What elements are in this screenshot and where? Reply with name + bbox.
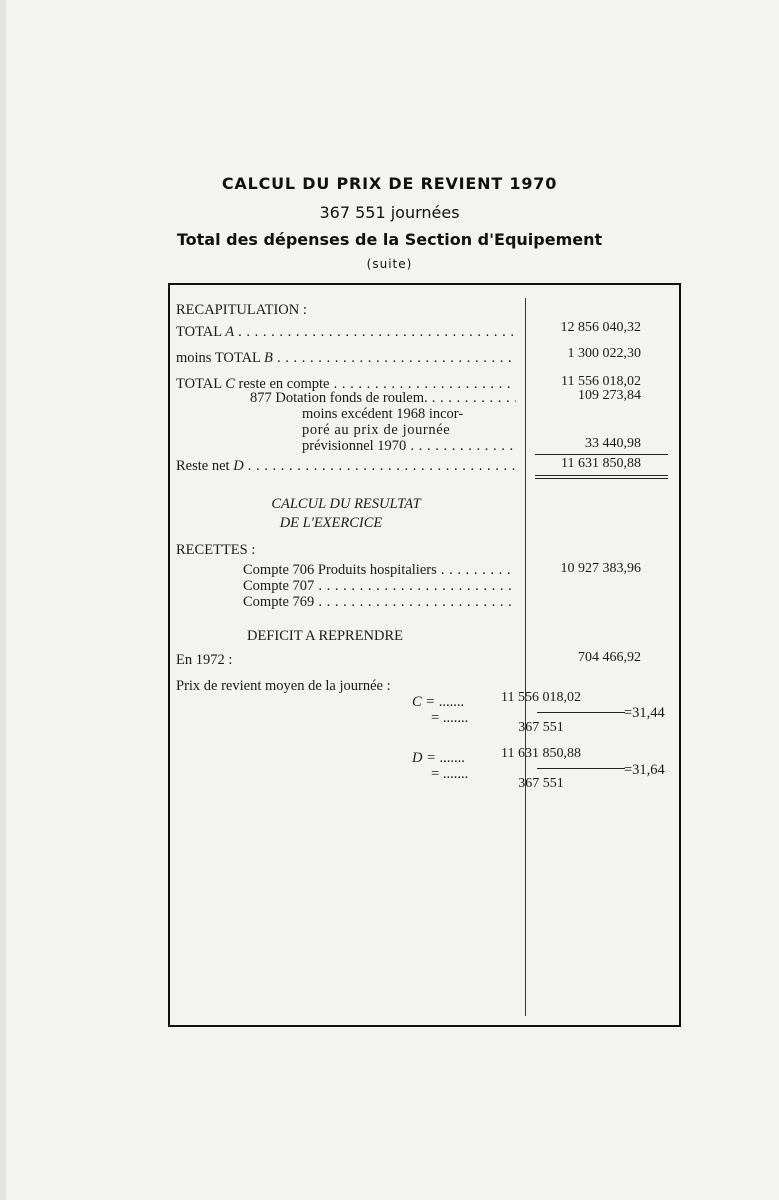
compte-707-label: Compte 707 . . . [243, 578, 516, 594]
d-denominator: 367 551 [518, 776, 564, 791]
c-fraction-bar [537, 712, 625, 713]
recettes-label: RECETTES : [176, 542, 256, 558]
total-a-label: TOTAL A . . . [176, 324, 516, 340]
compte-706-label: Compte 706 Produits hospitaliers . . . [243, 562, 516, 578]
c-denominator: 367 551 [518, 720, 564, 735]
prix-revient-label: Prix de revient moyen de la journée : [176, 678, 391, 694]
total-c-amount: 11 556 018,02 [561, 374, 641, 389]
en-1972-label: En 1972 : [176, 652, 233, 668]
dotation-label: 877 Dotation fonds de roulem. . . . [250, 390, 516, 406]
result-heading-1: CALCUL DU RESULTAT [271, 496, 421, 512]
total-a-amount: 12 856 040,32 [560, 320, 641, 335]
c-result: =31,44 [624, 705, 665, 721]
deficit-heading: DEFICIT A REPRENDRE [247, 628, 404, 644]
c-numerator: 11 556 018,02 [501, 690, 581, 705]
en-1972-amount: 704 466,92 [578, 650, 641, 665]
sum-rule [535, 454, 668, 455]
result-heading-2: DE L'EXERCICE [279, 515, 383, 531]
dotation-amount: 109 273,84 [578, 388, 641, 403]
days-subtitle: 367 551 journées [319, 203, 460, 222]
reste-net-amount: 11 631 850,88 [561, 456, 641, 471]
c-formula-letter: C = ....... [412, 694, 465, 710]
total-c-label: TOTAL C reste en compte . . . [176, 376, 516, 392]
d-formula-letter: D = ....... [412, 750, 465, 766]
c-formula-eq: = ....... [431, 710, 469, 726]
suite-note: (suite) [366, 257, 413, 271]
compte-769-label: Compte 769 . . . [243, 594, 516, 610]
double-rule-bottom [535, 478, 668, 479]
page-title: CALCUL DU PRIX DE REVIENT 1970 [221, 174, 558, 193]
section-title: Total des dépenses de la Section d'Equipement [176, 230, 603, 249]
compte-706-amount: 10 927 383,96 [560, 561, 641, 576]
excedent-line3: prévisionnel 1970 . . . [302, 438, 516, 454]
d-result: =31,64 [624, 762, 665, 778]
d-fraction-bar [537, 768, 625, 769]
recap-heading: RECAPITULATION : [176, 302, 307, 318]
total-b-amount: 1 300 022,30 [567, 346, 641, 361]
d-formula-eq: = ....... [431, 766, 469, 782]
excedent-line1: moins excédent 1968 incor- [302, 406, 464, 422]
double-rule-top [535, 475, 668, 476]
total-b-label: moins TOTAL B . . . [176, 350, 516, 366]
excedent-line2: poré au prix de journée [302, 422, 451, 438]
reste-net-label: Reste net D . . . [176, 458, 516, 474]
excedent-amount: 33 440,98 [585, 436, 641, 451]
d-numerator: 11 631 850,88 [501, 746, 581, 761]
